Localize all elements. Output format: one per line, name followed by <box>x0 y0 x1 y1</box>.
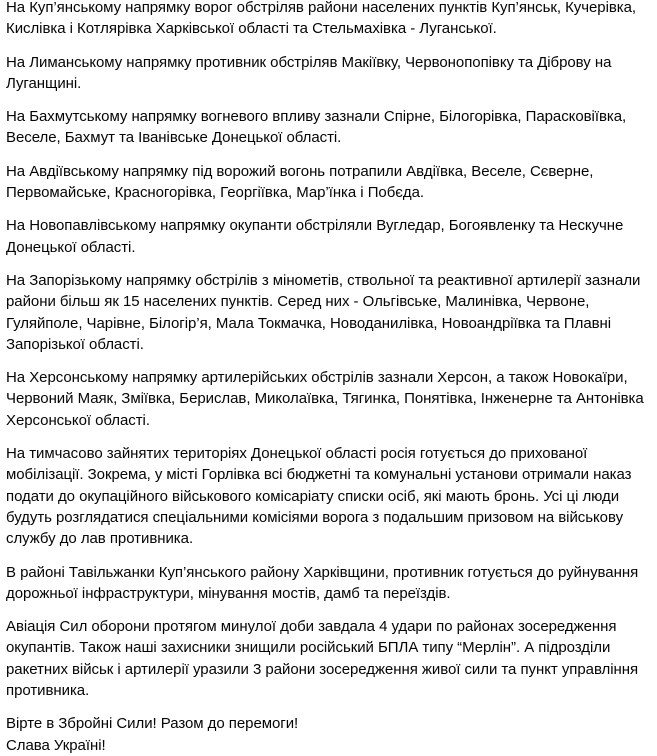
text-line: На Лиманському напрямку противник обстріляв Макіївку, Червонопопівку та Діброву на <box>6 53 612 71</box>
text-line: окупантів. Також наші захисники знищили російський БПЛА типу “Мерлін”. А підрозділи <box>6 639 611 657</box>
paragraph-tavilzhanka <box>6 562 649 605</box>
text-line: службу до лав противника. <box>6 530 194 548</box>
paragraph-bakhmut <box>6 106 649 149</box>
text-line: противника. <box>6 682 90 700</box>
paragraph-novopavlivka <box>6 215 649 258</box>
text-line: Донецької області. <box>6 238 136 256</box>
text-line: На Запорізькому напрямку обстрілів з мінометів, ствольної та реактивної артилерії зазнали <box>6 271 641 289</box>
text-line: Запорізької області. <box>6 335 144 353</box>
text-line: дорожньої інфраструктури, мінування мостів, дамб та переїздів. <box>6 584 451 602</box>
text-line: мобілізації. Зокрема, у місті Горлівка всі бюджетні та комунальні установи отримали наказ <box>6 466 632 484</box>
paragraph-mobilization <box>6 443 649 549</box>
paragraph-kherson <box>6 367 649 431</box>
text-line: Слава Україні! <box>6 736 106 754</box>
text-line: будуть розглядатися спеціальними комісіями ворога з подальшим призовом на військову <box>6 508 624 526</box>
paragraph-avdiivka <box>6 161 649 204</box>
text-line: ракетних військ і артилерії уразили 3 райони зосередження живої сили та пункт управління <box>6 660 639 678</box>
paragraph-closing <box>6 713 649 756</box>
text-line: Веселе, Бахмут та Іванівське Донецької області. <box>6 129 342 147</box>
text-line: Гуляйполе, Чарівне, Білогір’я, Мала Токмачка, Новоданилівка, Новоандріївка та Плавні <box>6 314 612 332</box>
text-line: Первомайське, Красногорівка, Георгіївка, Мар’їнка і Побєда. <box>6 184 424 202</box>
paragraph-aviation <box>6 616 649 701</box>
text-line: Кислівка і Котлярівка Харківської області та Стельмахівка - Луганської. <box>6 20 497 38</box>
text-line: На Бахмутському напрямку вогневого впливу зазнали Спірне, Білогорівка, Парасковіївка, <box>6 108 627 126</box>
text-line: На тимчасово зайнятих територіях Донецької області росія готується до прихованої <box>6 445 588 463</box>
paragraph-lyman <box>6 52 649 95</box>
text-line: Херсонської області. <box>6 411 150 429</box>
text-line: подати до окупаційного військового комісаріату списки осіб, які мають бронь. Усі ці люди <box>6 487 620 505</box>
paragraph-kupiansk <box>6 0 649 40</box>
text-line: В районі Тавільжанки Куп’янського району Харківщини, противник готується до руйнування <box>6 563 639 581</box>
text-line: На Новопавлівському напрямку окупанти обстріляли Вугледар, Богоявленку та Нескучне <box>6 217 624 235</box>
paragraph-zaporizhzhia <box>6 270 649 355</box>
text-line: На Авдіївському напрямку під ворожий вогонь потрапили Авдіївка, Веселе, Сєверне, <box>6 162 594 180</box>
text-line: Авіація Сил оборони протягом минулої доби завдала 4 удари по районах зосередження <box>6 618 617 636</box>
text-line: Луганщині. <box>6 74 82 92</box>
text-line: На Херсонському напрямку артилерійських обстрілів зазнали Херсон, а також Новокаїри, <box>6 369 628 387</box>
text-line: На Куп’янському напрямку ворог обстріляв райони населених пунктів Куп’янськ, Кучерівка, <box>6 0 637 16</box>
text-line: Червоний Маяк, Зміївка, Берислав, Миколаївка, Тягинка, Понятівка, Інженерне та Антонівка <box>6 390 644 408</box>
text-line: Вірте в Збройні Сили! Разом до перемоги! <box>6 715 299 733</box>
text-line: райони більш як 15 населених пунктів. Серед них - Ольгівське, Малинівка, Червоне, <box>6 293 590 311</box>
